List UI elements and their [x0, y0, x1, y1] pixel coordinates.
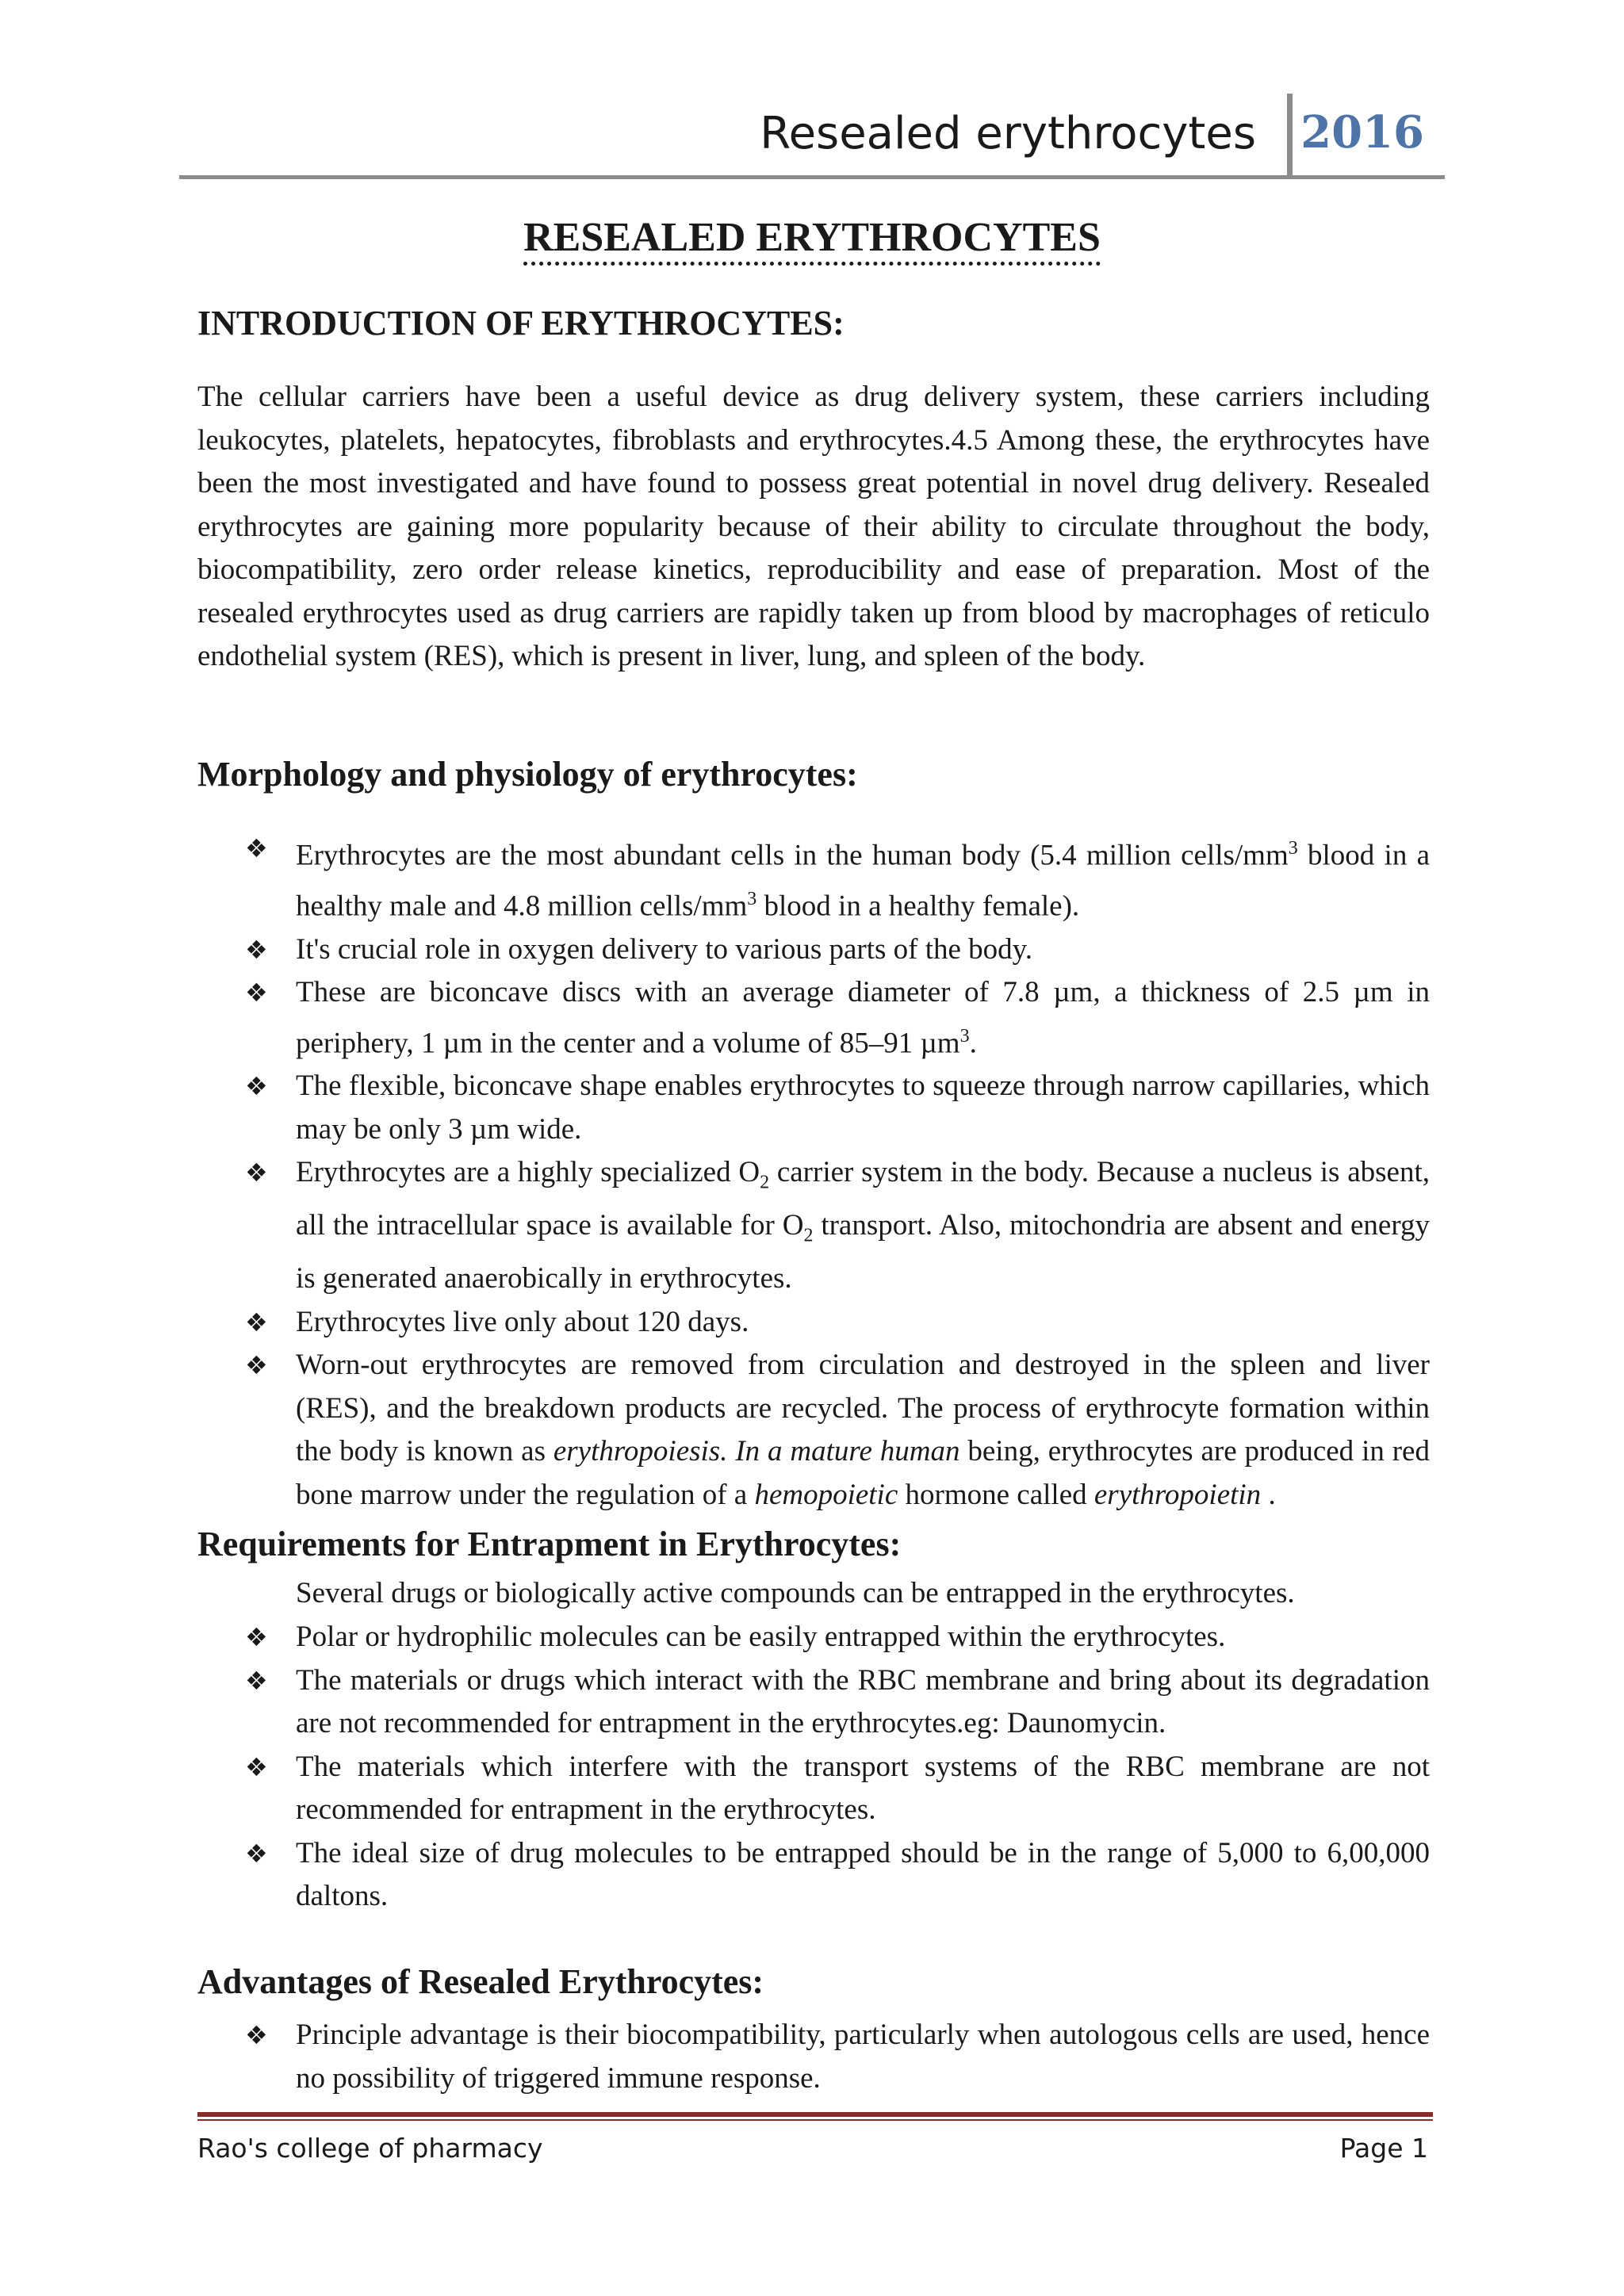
advantages-list — [197, 2014, 1430, 2100]
bullet-icon: ❖ — [245, 2020, 268, 2050]
list-item: ❖ The materials which interfere with the transport systems of the RBC membrane are not recommended for entrapment in the erythrocytes. — [197, 1746, 1430, 1832]
list-item: ❖ Principle advantage is their biocompatibility, particularly when autologous cells are used, hence no possibility of triggered immune response. — [197, 2014, 1430, 2100]
bullet-icon: ❖ — [245, 1307, 268, 1337]
list-item: ❖ Worn-out erythrocytes are removed from circulation and destroyed in the spleen and liver (RES), and the breakdown products are recycled. The process of erythrocyte formation within the body is known as erythropoiesis. In a mature human being, erythrocytes are produced in red bone marrow under the regulation of a hemopoietic hormone called erythropoietin . — [197, 1344, 1430, 1517]
document-title-wrap — [0, 214, 1624, 261]
bullet-icon: ❖ — [245, 833, 268, 863]
list-item: ❖ The materials or drugs which interact with the RBC membrane and bring about its degradation are not recommended for entrapment in the erythrocytes.eg: Daunomycin. — [197, 1659, 1430, 1746]
document-title: RESEALED ERYTHROCYTES — [523, 215, 1101, 266]
list-item: ❖ These are biconcave discs with an average diameter of 7.8 µm, a thickness of 2.5 µm in periphery, 1 µm in the center and a volume of 85–91 µm$^3$. — [197, 971, 1430, 1065]
bullet-icon: ❖ — [245, 1071, 268, 1102]
bullet-icon: ❖ — [245, 1350, 268, 1381]
bullet-icon: ❖ — [245, 1622, 268, 1652]
header-year: 2016 — [1300, 106, 1424, 159]
footer-rule-thin — [197, 2119, 1433, 2121]
list-item: ❖ Polar or hydrophilic molecules can be easily entrapped within the erythrocytes. — [197, 1616, 1430, 1659]
intro-heading: INTRODUCTION OF ERYTHROCYTES: — [197, 304, 845, 342]
list-item: ❖ Erythrocytes live only about 120 days. — [197, 1301, 1430, 1345]
bullet-icon: ❖ — [245, 1665, 268, 1696]
bullet-icon: ❖ — [245, 1751, 268, 1782]
requirements-list — [197, 1616, 1430, 1919]
bullet-icon: ❖ — [245, 934, 268, 965]
morphology-heading: Morphology and physiology of erythrocytes: — [197, 755, 858, 794]
list-item: ❖ The flexible, biconcave shape enables erythrocytes to squeeze through narrow capillaries, which may be only 3 µm wide. — [197, 1065, 1430, 1151]
header-rule — [179, 175, 1445, 179]
page-number: Page 1 — [1339, 2133, 1428, 2164]
list-item: ❖ The ideal size of drug molecules to be entrapped should be in the range of 5,000 to 6,00,000 daltons. — [197, 1832, 1430, 1919]
list-item: ❖ Erythrocytes are the most abundant cells in the human body (5.4 million cells/$mm^3$ blood in a healthy male and 4.8 million cells/$mm^3$ blood in a healthy female). — [197, 827, 1430, 928]
intro-paragraph: The cellular carriers have been a useful device as drug delivery system, these carriers including leukocytes, platelets, hepatocytes, fibroblasts and erythrocytes.4.5 Among these, the erythrocytes have been the most investigated and have found to possess great potential in novel drug delivery. Resealed erythrocytes are gaining more popularity because of their ability to circulate throughout the body, biocompatibility, zero order release kinetics, reproducibility and ease of preparation. Most of the resealed erythrocytes used as drug carriers are rapidly taken up from blood by macrophages of reticulo endothelial system (RES), which is present in liver, lung, and spleen of the body. — [197, 381, 1430, 672]
morphology-list — [197, 827, 1430, 1517]
footer-institution: Rao's college of pharmacy — [197, 2133, 543, 2164]
header-separator — [1287, 94, 1293, 178]
advantages-heading: Advantages of Resealed Erythrocytes: — [197, 1962, 764, 2001]
requirements-lead: Several drugs or biologically active compounds can be entrapped in the erythrocytes. — [296, 1577, 1295, 1609]
list-item: ❖ Erythrocytes are a highly specialized $O_2$ carrier system in the body. Because a nucleus is absent, all the intracellular space is available for $O_2$ transport. Also, mitochondria are absent and energy is generated anaerobically in erythrocytes. — [197, 1151, 1430, 1300]
footer-rule — [197, 2112, 1433, 2117]
bullet-icon: ❖ — [245, 1158, 268, 1188]
bullet-icon: ❖ — [245, 1838, 268, 1869]
requirements-section — [197, 1572, 1430, 1616]
bullet-icon: ❖ — [245, 978, 268, 1008]
list-item: ❖ It's crucial role in oxygen delivery to various parts of the body. — [197, 928, 1430, 972]
page-header — [179, 94, 1445, 181]
running-title: Resealed erythrocytes — [760, 108, 1256, 159]
requirements-heading: Requirements for Entrapment in Erythrocytes: — [197, 1525, 902, 1563]
